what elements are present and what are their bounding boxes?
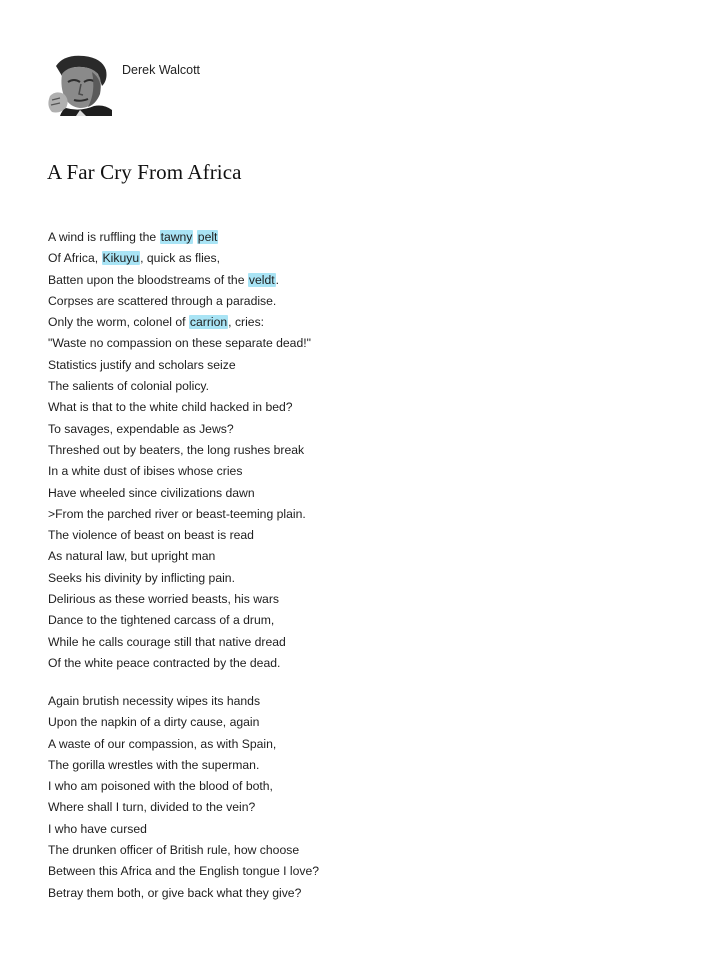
poem-line [48, 355, 311, 376]
poem-line [48, 504, 311, 525]
line-text: The salients of colonial policy. [48, 379, 210, 394]
poem-line [48, 691, 319, 712]
poem-line [48, 568, 311, 589]
poem-stanza-2 [48, 691, 319, 904]
line-text: Have wheeled since civilizations dawn [48, 485, 255, 500]
line-text: Dance to the tightened carcass of a drum, [48, 613, 275, 628]
poem-line [48, 270, 311, 291]
line-text: Seeks his divinity by inflicting pain. [48, 570, 235, 585]
poem-line [48, 461, 311, 482]
line-text: In a white dust of ibises whose cries [48, 464, 243, 479]
line-text: What is that to the white child hacked in bed? [48, 400, 293, 415]
line-text: Again brutish necessity wipes its hands [48, 694, 261, 708]
poem-line [48, 291, 311, 312]
poem-line [48, 397, 311, 418]
poem-title: A Far Cry From Africa [47, 160, 242, 184]
poem-line [48, 734, 319, 755]
line-text: >From the parched river or beast-teeming plain. [48, 506, 306, 521]
line-text: A waste of our compassion, as with Spain, [48, 736, 277, 751]
poem-line [48, 632, 311, 653]
poem-line [48, 883, 319, 904]
line-text: Of the white peace contracted by the dead. [48, 655, 281, 670]
poem-line [48, 755, 319, 776]
highlighted-word[interactable]: Kikuyu [102, 251, 140, 266]
poem-line [48, 589, 311, 610]
line-text: Delirious as these worried beasts, his wars [48, 592, 279, 607]
line-text: , cries: [228, 315, 265, 330]
line-text: The drunken officer of British rule, how choose [48, 843, 300, 858]
poem-line [48, 227, 311, 248]
poem-line [48, 546, 311, 567]
line-text: "Waste no compassion on these separate dead!" [48, 336, 311, 351]
poem-line [48, 610, 311, 631]
line-text: While he calls courage still that native dread [48, 634, 286, 649]
poem-stanza-1 [48, 227, 311, 674]
author-header [46, 52, 200, 116]
author-name[interactable]: Derek Walcott [122, 63, 201, 77]
line-text: As natural law, but upright man [48, 549, 216, 564]
line-text: Of Africa, [48, 251, 102, 266]
author-avatar[interactable] [46, 52, 112, 116]
highlighted-word[interactable]: veldt [248, 272, 275, 287]
line-text: A wind is ruffling the [48, 230, 160, 244]
poem-line [48, 483, 311, 504]
poem-line [48, 819, 319, 840]
poem-line [48, 653, 311, 674]
poem-line [48, 419, 311, 440]
poem-line [48, 440, 311, 461]
line-text: To savages, expendable as Jews? [48, 421, 234, 436]
line-text: I who am poisoned with the blood of both, [48, 779, 273, 794]
poem-line [48, 776, 319, 797]
poem-line [48, 312, 311, 333]
line-text: Where shall I turn, divided to the vein? [48, 800, 256, 815]
line-text: Between this Africa and the English tongue I love? [48, 864, 320, 879]
line-text: The violence of beast on beast is read [48, 528, 254, 543]
highlighted-word[interactable]: tawny [160, 230, 193, 244]
line-text: Statistics justify and scholars seize [48, 357, 236, 372]
line-text: Batten upon the bloodstreams of the [48, 272, 248, 287]
line-text: Only the worm, colonel of [48, 315, 189, 330]
poem-line [48, 376, 311, 397]
poem-line [48, 525, 311, 546]
poem-line [48, 248, 311, 269]
line-text: Threshed out by beaters, the long rushes break [48, 442, 305, 457]
poem-line [48, 712, 319, 733]
poem-line [48, 861, 319, 882]
line-text: Corpses are scattered through a paradise. [48, 293, 277, 308]
highlighted-word[interactable]: carrion [189, 315, 228, 330]
poem-line [48, 797, 319, 818]
author-portrait-image [46, 52, 112, 116]
line-text: I who have cursed [48, 821, 147, 836]
poem-line [48, 840, 319, 861]
poem-line [48, 333, 311, 354]
line-text: The gorilla wrestles with the superman. [48, 757, 260, 772]
line-text: , quick as flies, [140, 251, 221, 266]
line-text: Upon the napkin of a dirty cause, again [48, 715, 260, 730]
highlighted-word[interactable]: pelt [197, 230, 218, 244]
line-text: . [275, 272, 280, 287]
line-text: Betray them both, or give back what they give? [48, 885, 302, 900]
